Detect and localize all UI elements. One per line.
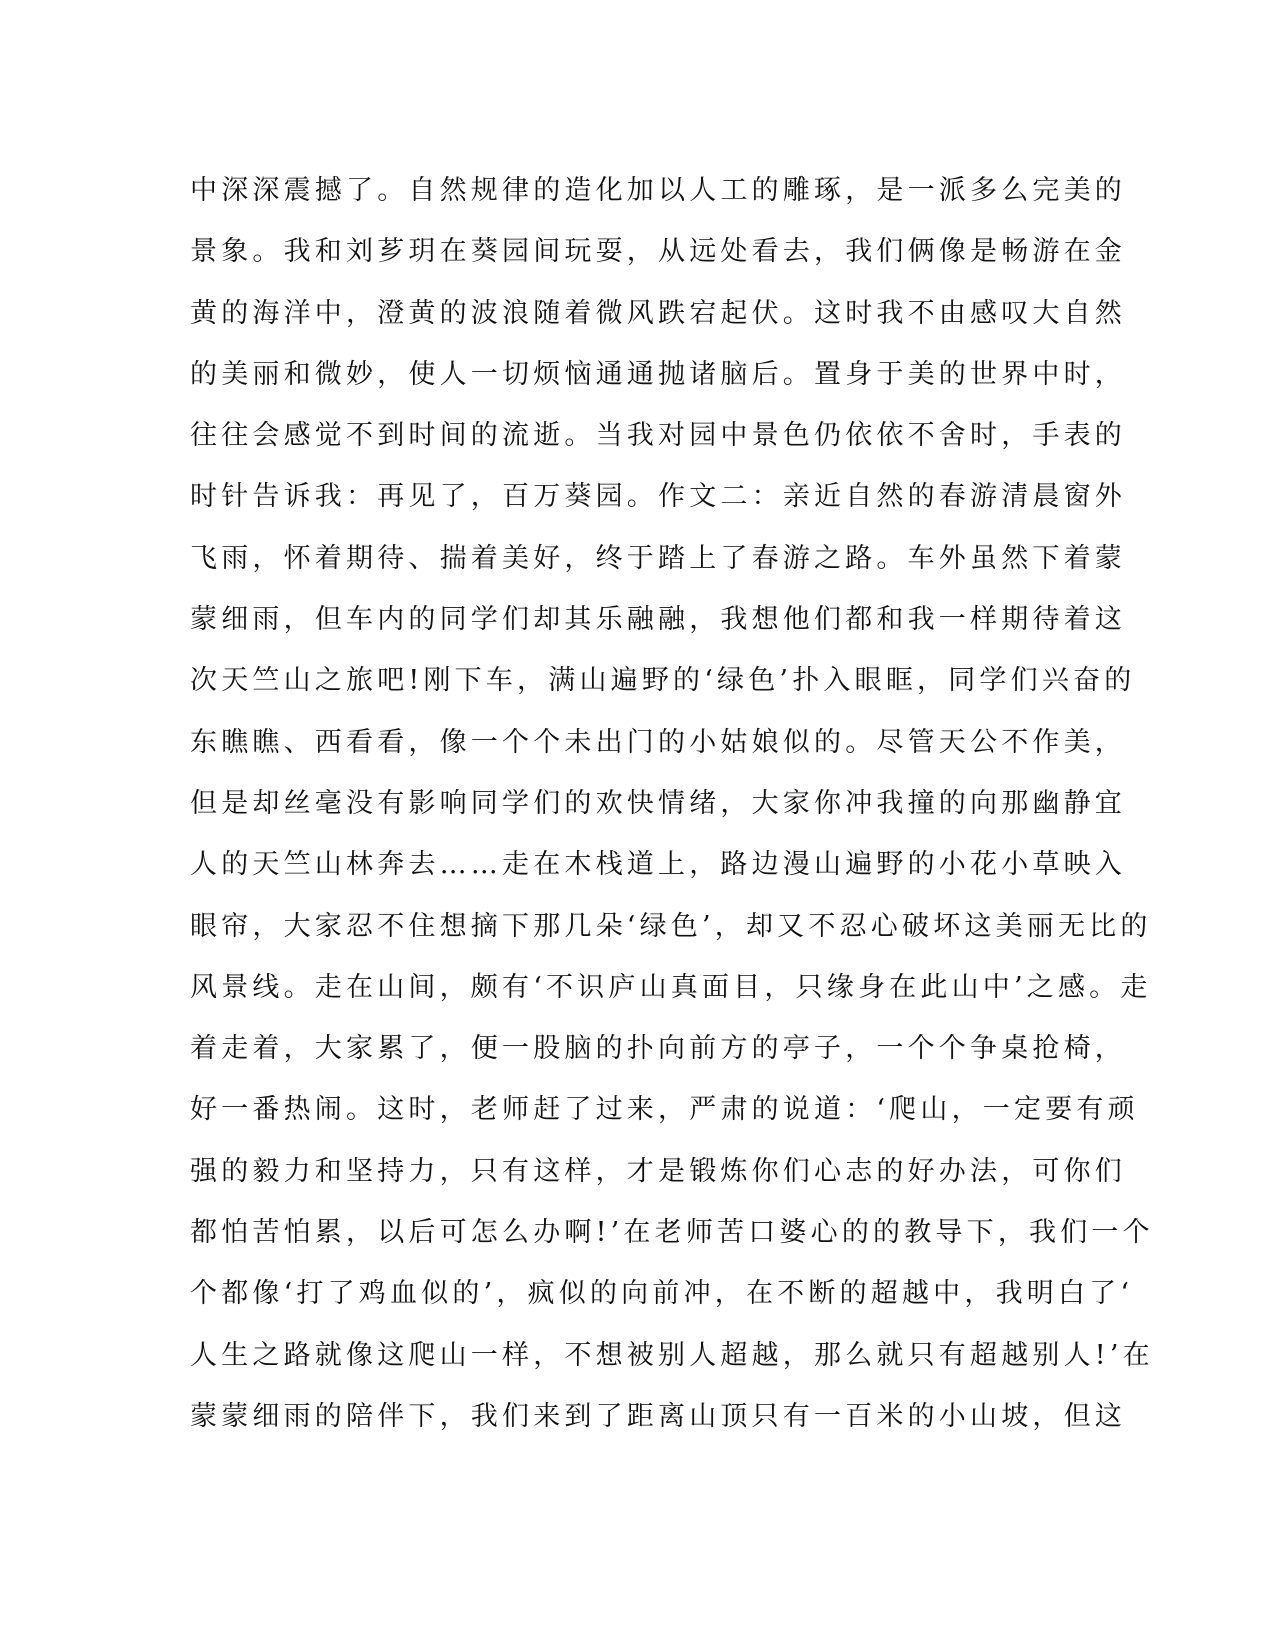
text-line: 时针告诉我：再见了，百万葵园。作文二：亲近自然的春游清晨窗外 — [190, 481, 1126, 513]
text-line: 着走着，大家累了，便一股脑的扑向前方的亭子，一个个争桌抢椅， — [190, 1033, 1126, 1065]
text-line: 蒙蒙细雨的陪伴下，我们来到了距离山顶只有一百米的小山坡，但这 — [190, 1400, 1126, 1432]
text-line: 往往会感觉不到时间的流逝。当我对园中景色仍依依不舍时，手表的 — [190, 420, 1126, 452]
text-line: 人生之路就像这爬山一样，不想被别人超越，那么就只有超越别人!’在 — [190, 1339, 1154, 1371]
text-line: 都怕苦怕累，以后可怎么办啊!’在老师苦口婆心的的教导下，我们一个 — [190, 1217, 1154, 1249]
text-line: 个都像‘打了鸡血似的’，疯似的向前冲，在不断的超越中，我明白了‘ — [190, 1278, 1134, 1310]
text-line: 风景线。走在山间，颇有‘不识庐山真面目，只缘身在此山中’之感。走 — [190, 971, 1152, 1003]
text-line: 蒙细雨，但车内的同学们却其乐融融，我想他们都和我一样期待着这 — [190, 604, 1126, 636]
text-line: 飞雨，怀着期待、揣着美好，终于踏上了春游之路。车外虽然下着蒙 — [190, 542, 1126, 574]
text-line: 但是却丝毫没有影响同学们的欢快情绪，大家你冲我撞的向那幽静宜 — [190, 787, 1126, 819]
text-line: 中深深震撼了。自然规律的造化加以人工的雕琢，是一派多么完美的 — [190, 175, 1126, 206]
essay-body — [190, 160, 1154, 1447]
text-line: 好一番热闹。这时，老师赶了过来，严肃的说道：‘爬山，一定要有顽 — [190, 1094, 1139, 1126]
text-line: 强的毅力和坚持力，只有这样，才是锻炼你们心志的好办法，可你们 — [190, 1155, 1126, 1187]
text-line: 次天竺山之旅吧!刚下车，满山遍野的‘绿色’扑入眼眶，同学们兴奋的 — [190, 665, 1136, 697]
text-line: 眼帘，大家忍不住想摘下那几朵‘绿色’，却又不忍心破坏这美丽无比的 — [190, 910, 1152, 942]
text-line: 人的天竺山林奔去……走在木栈道上，路边漫山遍野的小花小草映入 — [190, 849, 1126, 881]
text-line: 景象。我和刘芗玥在葵园间玩耍，从远处看去，我们俩像是畅游在金 — [190, 236, 1126, 268]
text-line: 黄的海洋中，澄黄的波浪随着微风跌宕起伏。这时我不由感叹大自然 — [190, 297, 1126, 329]
text-line: 东瞧瞧、西看看，像一个个未出门的小姑娘似的。尽管天公不作美， — [190, 726, 1126, 758]
text-line: 的美丽和微妙，使人一切烦恼通通抛诸脑后。置身于美的世界中时， — [190, 358, 1126, 390]
